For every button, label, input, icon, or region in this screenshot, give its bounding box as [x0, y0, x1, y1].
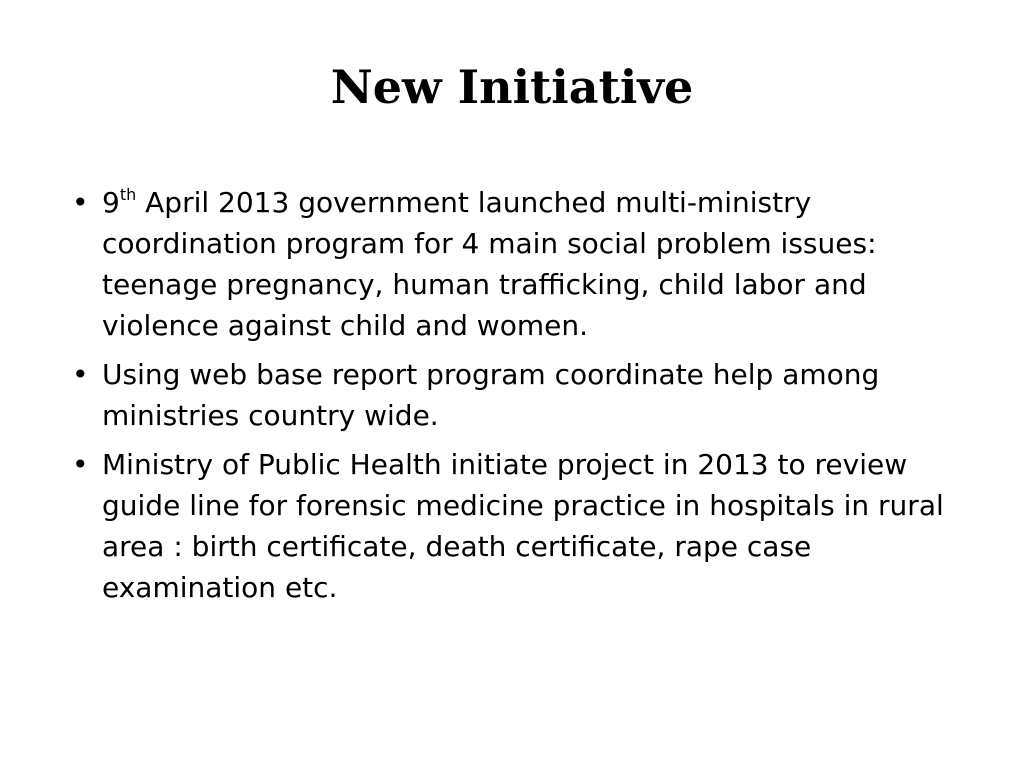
bullet-item-1: [72, 182, 972, 346]
bullet-1-prefix: 9: [102, 186, 120, 219]
bullet-icon: •: [72, 186, 89, 219]
bullet-icon: •: [72, 448, 89, 481]
bullet-icon: •: [72, 358, 89, 391]
bullet-list: [72, 182, 972, 616]
bullet-item-2: [72, 354, 972, 436]
bullet-2-text: Using web base report program coordinate help among ministries country wide.: [102, 358, 880, 432]
bullet-1-text: April 2013 government launched multi-ministry coordination program for 4 main social problem issues: teenage pregnancy, human trafficking, child labor and violence against child and women.: [102, 186, 877, 342]
slide-title: New Initiative: [330, 60, 694, 114]
bullet-item-3: [72, 444, 972, 608]
bullet-3-text: Ministry of Public Health initiate project in 2013 to review guide line for forensic medicine practice in hospitals in rural area : birth certificate, death certificate, rape case examination etc.: [102, 448, 944, 604]
bullet-1-superscript: th: [119, 185, 137, 204]
